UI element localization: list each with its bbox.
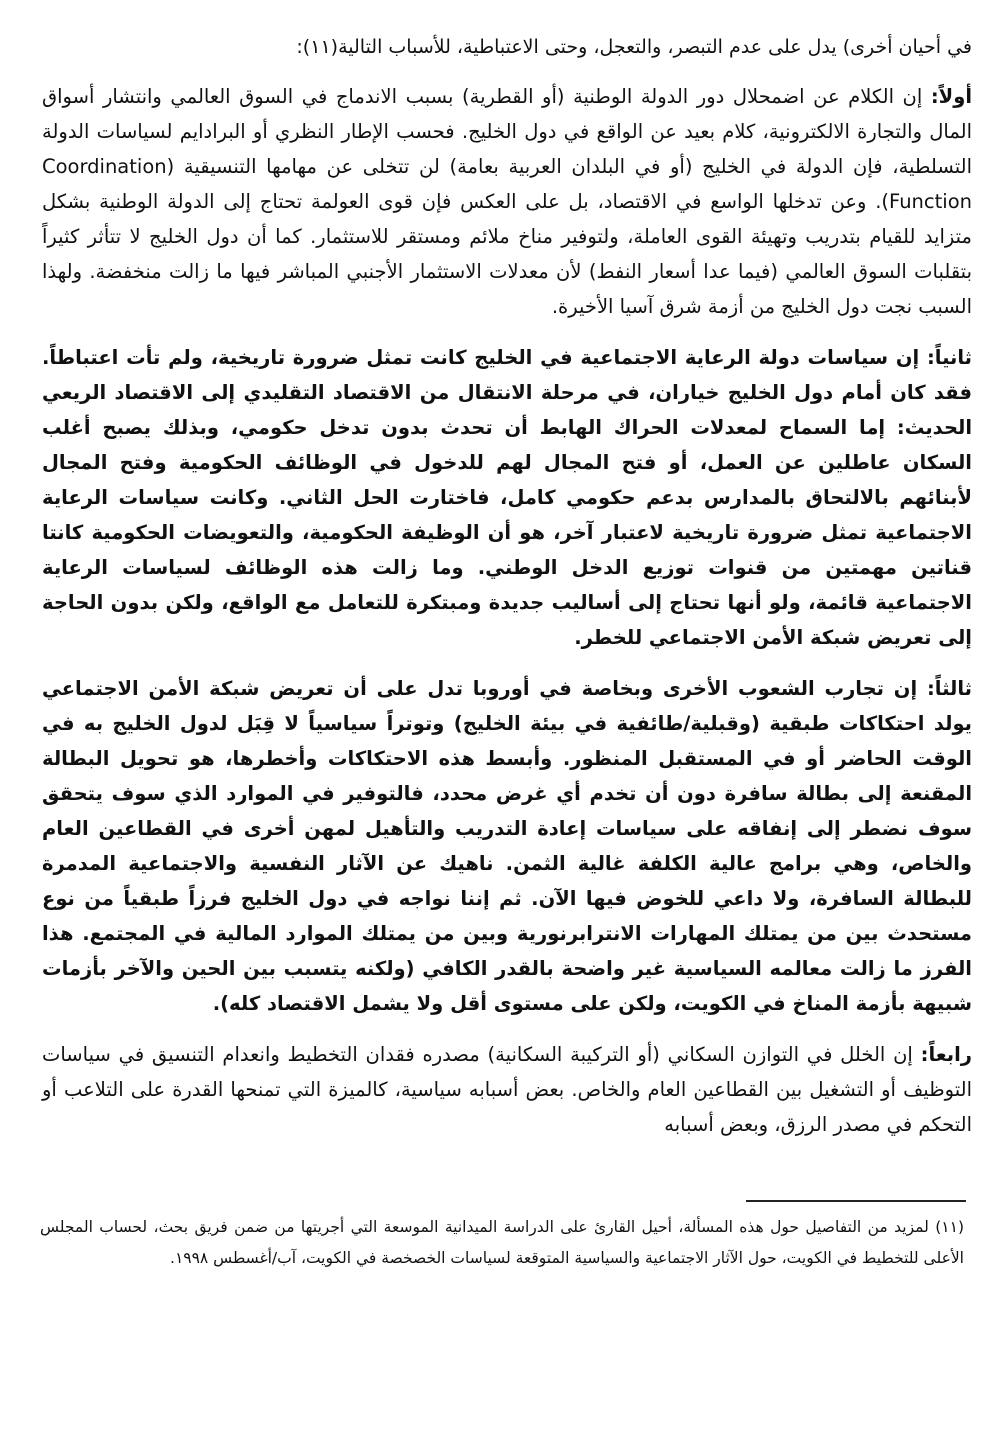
paragraph-fourth [42, 1037, 972, 1142]
paragraph-text: إن الكلام عن اضمحلال دور الدولة الوطنية (أو القطرية) بسبب الاندماج في السوق العالمي وانتشار أسواق المال والتجارة الالكترونية، كلام بعيد عن الواقع في دول الخليج. فحسب الإطار النظري أو البرادايم لسياسات الدولة التسلطية، فإن الدولة في الخليج (أو في البلدان العربية بعامة) لن تتخلى عن مهامها التنسيقية (Coordination Function). وعن تدخلها الواسع في الاقتصاد، بل على العكس فإن قوى العولمة تحتاج إلى الدولة الوطنية بشكل متزايد للقيام بتدريب وتهيئة القوى العاملة، ولتوفير مناخ ملائم ومستقر للاستثمار. كما أن دول الخليج لا تتأثر كثيراً بتقلبات السوق العالمي (فيما عدا أسعار النفط) لأن معدلات الاستثمار الأجنبي المباشر فيها ما زالت منخفضة. ولهذا السبب نجت دول الخليج من أزمة شرق آسيا الأخيرة. [42, 85, 972, 318]
paragraph-second [42, 340, 972, 655]
paragraph-first [42, 79, 972, 324]
footnote-separator [746, 1200, 966, 1202]
footnote: (١١) لمزيد من التفاصيل حول هذه المسألة، أحيل القارئ على الدراسة الميدانية الموسعة التي أجريتها من ضمن فريق بحث، لحساب المجلس الأعلى للتخطيط في الكويت، حول الآثار الاجتماعية والسياسية المتوقعة لسياسات الخصخصة في الكويت، آب/أغسطس ١٩٩٨. [40, 1218, 964, 1267]
paragraph-label: أولاً: [930, 85, 972, 108]
paragraph-text: إن سياسات دولة الرعاية الاجتماعية في الخليج كانت تمثل ضرورة تاريخية، ولم تأت اعتباطاً. فقد كان أمام دول الخليج خياران، في مرحلة الانتقال من الاقتصاد التقليدي إلى الاقتصاد الريعي الحديث: إما السماح لمعدلات الحراك الهابط أن تحدث بدون تدخل حكومي، وبذلك يصبح أغلب السكان عاطلين عن العمل، أو فتح المجال لهم للدخول في الوظائف الحكومية وفتح المجال لأبنائهم بالالتحاق بالمدارس بدعم حكومي كامل، فاختارت الحل الثاني. وكانت سياسات الرعاية الاجتماعية تمثل ضرورة تاريخية لاعتبار آخر، هو أن الوظيفة الحكومية، والتعويضات الحكومية كانتا قناتين مهمتين من قنوات توزيع الدخل الوطني. وما زالت هذه الوظائف لسياسات الرعاية الاجتماعية قائمة، ولو أنها تحتاج إلى أساليب جديدة ومبتكرة للتعامل مع الواقع، ولكن بدون الحاجة إلى تعريض شبكة الأمن الاجتماعي للخطر. [42, 346, 972, 649]
paragraph-label: رابعاً: [920, 1043, 972, 1066]
paragraph-third [42, 671, 972, 1021]
paragraph-label: ثانياً: [926, 346, 972, 369]
paragraph-label: ثالثاً: [926, 677, 972, 700]
paragraph-text: إن تجارب الشعوب الأخرى وبخاصة في أوروبا تدل على أن تعريض شبكة الأمن الاجتماعي يولد احتكاكات طبقية (وقبلية/طائفية في بيئة الخليج) وتوتراً سياسياً لا قِبَل لدول الخليج به في الوقت الحاضر أو في المستقبل المنظور. وأبسط هذه الاحتكاكات وأخطرها، هو تحويل البطالة المقنعة إلى بطالة سافرة دون أن تخدم أي غرض محدد، فالتوفير في الموارد الذي سوف يتحقق سوف نضطر إلى إنفاقه على سياسات إعادة التدريب والتأهيل لمهن أخرى في القطاعين العام والخاص، وهي برامج عالية الكلفة غالية الثمن. ناهيك عن الآثار النفسية والاجتماعية المدمرة للبطالة السافرة، ولا داعي للخوض فيها الآن. ثم إننا نواجه في دول الخليج فرزاً طبقياً من نوع مستحدث بين من يمتلك المهارات الانترابرنورية وبين من يمتلك الموارد المالية في المجتمع. هذا الفرز ما زالت معالمه السياسية غير واضحة بالقدر الكافي (ولكنه يتسبب بين الحين والآخر بأزمات شبيهة بأزمة المناخ في الكويت، ولكن على مستوى أقل ولا يشمل الاقتصاد كله). [42, 677, 972, 1015]
paragraph-text: إن الخلل في التوازن السكاني (أو التركيبة السكانية) مصدره فقدان التخطيط وانعدام التنسيق في سياسات التوظيف أو التشغيل بين القطاعين العام والخاص. بعض أسبابه سياسية، كالميزة التي تمنحها القدرة على التلاعب أو التحكم في مصدر الرزق، وبعض أسبابه [42, 1043, 972, 1136]
intro-line: في أحيان أخرى) يدل على عدم التبصر، والتعجل، وحتى الاعتباطية، للأسباب التالية(١١): [296, 36, 972, 58]
